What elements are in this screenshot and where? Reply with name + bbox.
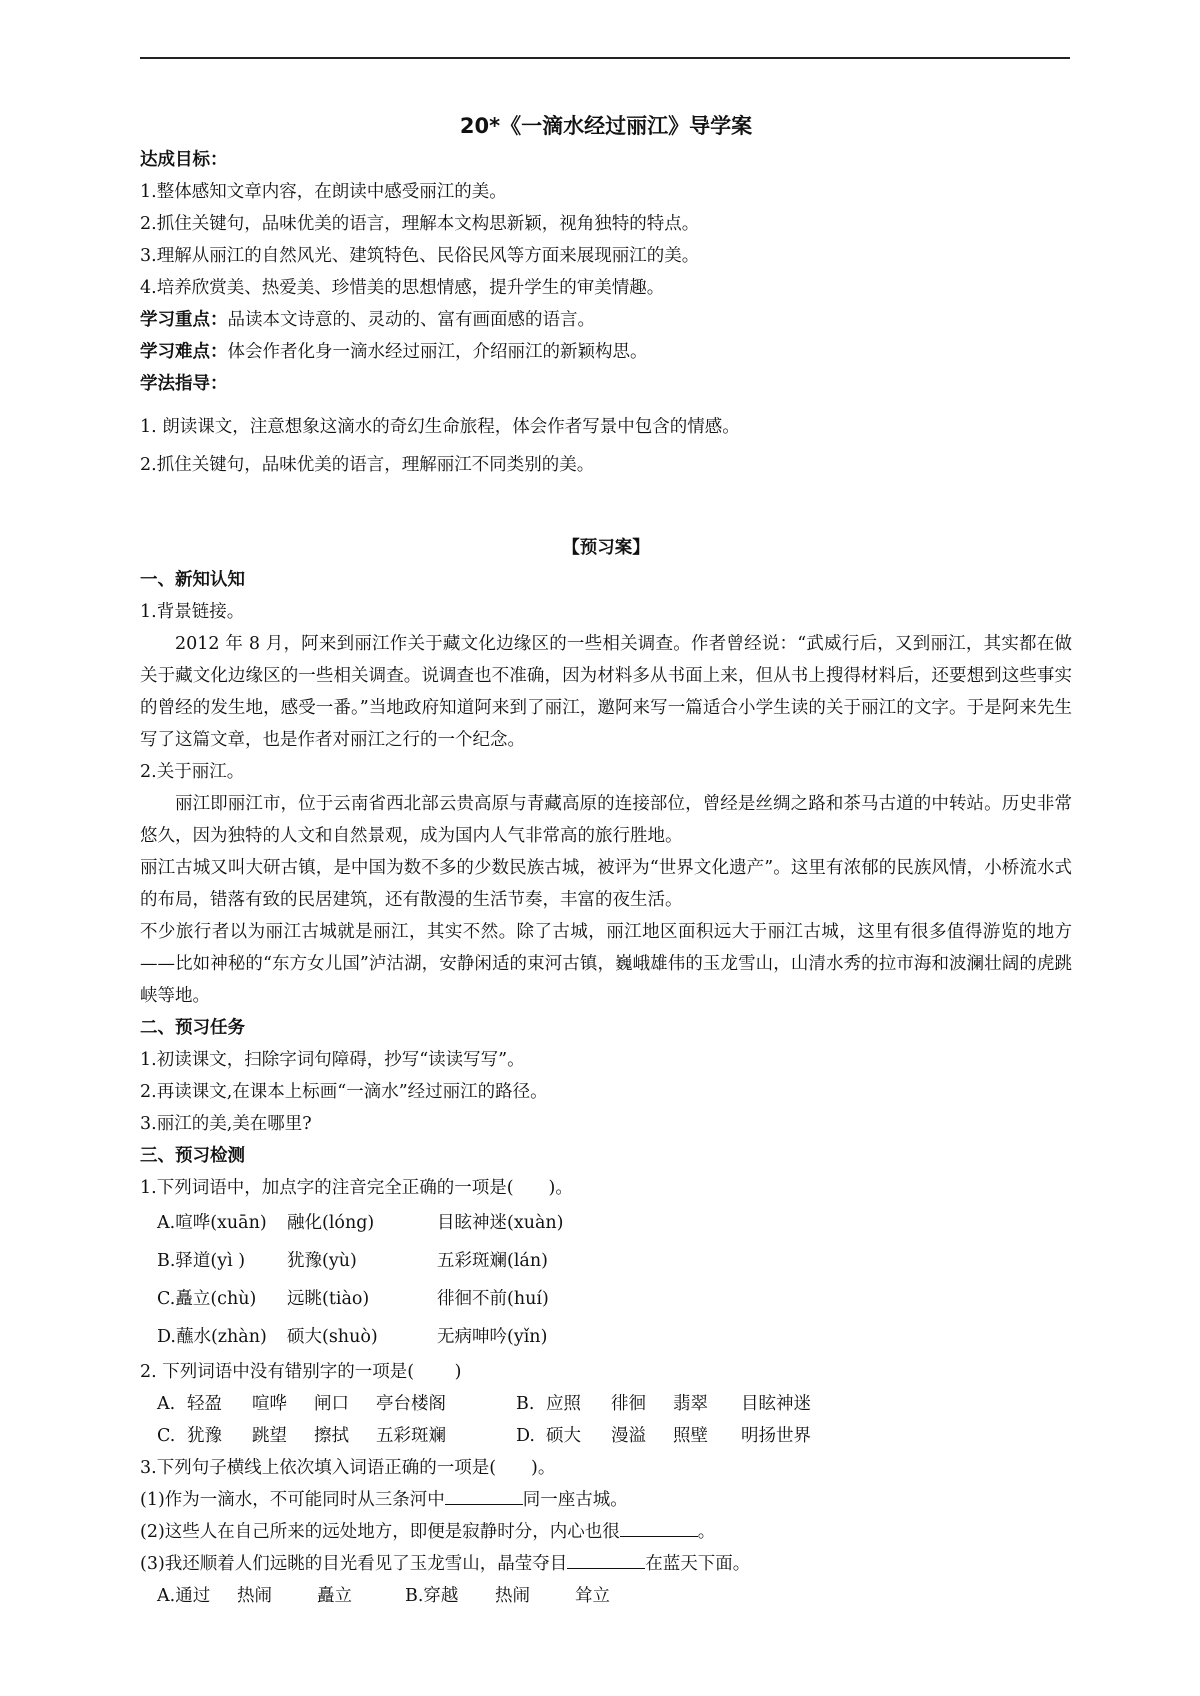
q2-letter: C. — [157, 1426, 176, 1446]
q3-text: (2)这些人在自己所来的远处地方，即便是寂静时分，内心也很 — [140, 1522, 620, 1542]
q2-letter: D. — [516, 1426, 535, 1446]
q2-word: 擦拭 — [314, 1426, 349, 1446]
goal-item: 4.培养欣赏美、热爱美、珍惜美的思想情感，提升学生的审美情趣。 — [140, 278, 665, 298]
focus-label: 学习重点： — [140, 310, 228, 330]
q2-word: 应照 — [546, 1394, 581, 1414]
difficulty-text: 体会作者化身一滴水经过丽江，介绍丽江的新颖构思。 — [227, 342, 648, 362]
difficulty-label: 学习难点： — [140, 342, 228, 362]
q3-text: (1)作为一滴水，不可能同时从三条河中 — [140, 1490, 445, 1510]
q3-answer: 耸立 — [575, 1586, 610, 1606]
goal-item: 2.抓住关键句，品味优美的语言，理解本文构思新颖，视角独特的特点。 — [140, 214, 700, 234]
q3-blank — [567, 1550, 645, 1569]
about-paragraph: 不少旅行者以为丽江古城就是丽江，其实不然。除了古城，丽江地区面积远大于丽江古城，这里有很多值得游览的地方——比如神秘的“东方女儿国”泸沽湖，安静闲适的束河古镇，巍峨雄伟的玉龙雪山，山清水秀的拉市海和波澜壮阔的虎跳峡等地。 — [140, 922, 1072, 1006]
q2-word: 翡翠 — [673, 1394, 708, 1414]
q2-row — [140, 1420, 1072, 1452]
q1-option — [140, 1204, 1072, 1242]
q1-option-part: 无病呻吟(yǐn) — [437, 1327, 548, 1347]
q1-option-part: 五彩斑斓(lán) — [437, 1251, 548, 1271]
q1-option-part: 远眺(tiào) — [287, 1289, 370, 1309]
q2-letter: B. — [516, 1394, 535, 1414]
q1-option-part: D.蘸水(zhàn) — [157, 1327, 267, 1347]
goal-item: 3.理解从丽江的自然风光、建筑特色、民俗民风等方面来展现丽江的美。 — [140, 246, 700, 266]
q3-answer: 矗立 — [317, 1586, 352, 1606]
q3-blank — [620, 1518, 698, 1537]
q2-word: 徘徊 — [611, 1394, 646, 1414]
q2-word: 目眩神迷 — [741, 1394, 811, 1414]
q1-option-part: 徘徊不前(huí) — [437, 1289, 549, 1309]
q2-word: 犹豫 — [187, 1426, 222, 1446]
focus-text: 品读本文诗意的、灵动的、富有画面感的语言。 — [227, 310, 595, 330]
background-text: 2012 年 8 月，阿来到丽江作关于藏文化边缘区的一些相关调查。作者曾经说：“武威行后，又到丽江，其实都在做关于藏文化边缘区的一些相关调查。说调查也不准确，因为材料多从书面上来，但从书上搜得材料后，还要想到这些事实的曾经的发生地，感受一番。”当地政府知道阿来到了丽江，邀阿来写一篇适合小学生读的关于丽江的文字。于是阿来先生写了这篇文章，也是作者对丽江之行的一个纪念。 — [140, 634, 1072, 750]
q3-stem: 3.下列句子横线上依次填入词语正确的一项是( )。 — [140, 1458, 556, 1478]
q2-word: 明扬世界 — [741, 1426, 811, 1446]
focus-line — [140, 304, 1072, 336]
about-title: 2.关于丽江。 — [140, 762, 245, 782]
q2-word: 跳望 — [252, 1426, 287, 1446]
q3-answer: B.穿越 — [405, 1586, 459, 1606]
q2-word: 硕大 — [546, 1426, 581, 1446]
section3-heading: 三、预习检测 — [140, 1146, 245, 1166]
task-item: 3.丽江的美,美在哪里? — [140, 1114, 312, 1134]
q3-sentence — [140, 1516, 1072, 1548]
q1-option-part: 犹豫(yù) — [287, 1251, 357, 1271]
document-page — [140, 110, 1072, 1612]
q2-stem: 2. 下列词语中没有错别字的一项是( ) — [140, 1362, 462, 1382]
q1-option-part: 目眩神迷(xuàn) — [437, 1213, 564, 1233]
q1-option-part: 硕大(shuò) — [287, 1327, 378, 1347]
method-item: 1. 朗读课文，注意想象这滴水的奇幻生命旅程，体会作者写景中包含的情感。 — [140, 417, 740, 437]
q1-option — [140, 1318, 1072, 1356]
q2-word: 照壁 — [673, 1426, 708, 1446]
q3-blank — [445, 1486, 523, 1505]
q3-answer: 热闹 — [495, 1586, 530, 1606]
goal-item: 1.整体感知文章内容，在朗读中感受丽江的美。 — [140, 182, 507, 202]
q2-word: 亭台楼阁 — [376, 1394, 446, 1414]
q2-row — [140, 1388, 1072, 1420]
goals-heading: 达成目标： — [140, 150, 228, 170]
about-paragraph: 丽江古城又叫大研古镇，是中国为数不多的少数民族古城，被评为“世界文化遗产”。这里有浓郁的民族风情，小桥流水式的布局，错落有致的民居建筑，还有散漫的生活节奏，丰富的夜生活。 — [140, 858, 1072, 910]
page-title: 20*《一滴水经过丽江》导学案 — [459, 114, 753, 138]
q2-word: 闸口 — [314, 1394, 349, 1414]
q1-option-part: 融化(lóng) — [287, 1213, 375, 1233]
q3-answer-row — [140, 1580, 1072, 1612]
difficulty-line — [140, 336, 1072, 368]
q1-option — [140, 1280, 1072, 1318]
q2-word: 喧哗 — [252, 1394, 287, 1414]
header-rule — [140, 57, 1070, 59]
q2-word: 五彩斑斓 — [376, 1426, 446, 1446]
q1-option-part: B.驿道(yì ) — [157, 1251, 246, 1271]
q2-word: 漫溢 — [611, 1426, 646, 1446]
q3-sentence — [140, 1548, 1072, 1580]
preview-title: 【预习案】 — [562, 538, 650, 558]
section1-heading: 一、新知认知 — [140, 570, 245, 590]
q1-option-part: C.矗立(chù) — [157, 1289, 257, 1309]
task-item: 2.再读课文,在课本上标画“一滴水”经过丽江的路径。 — [140, 1082, 548, 1102]
q3-text: 在蓝天下面。 — [645, 1554, 751, 1574]
method-heading: 学法指导： — [140, 374, 228, 394]
background-title: 1.背景链接。 — [140, 602, 245, 622]
q3-text: 同一座古城。 — [522, 1490, 628, 1510]
q3-text: (3)我还顺着人们远眺的目光看见了玉龙雪山，晶莹夺目 — [140, 1554, 568, 1574]
q3-text: 。 — [697, 1522, 716, 1542]
q1-stem: 1.下列词语中，加点字的注音完全正确的一项是( )。 — [140, 1178, 573, 1198]
about-paragraph: 丽江即丽江市，位于云南省西北部云贵高原与青藏高原的连接部位，曾经是丝绸之路和茶马古道的中转站。历史非常悠久，因为独特的人文和自然景观，成为国内人气非常高的旅行胜地。 — [140, 794, 1072, 846]
q1-option-part: A.喧哗(xuān) — [157, 1213, 267, 1233]
q3-sentence — [140, 1484, 1072, 1516]
q2-word: 轻盈 — [187, 1394, 222, 1414]
q1-option — [140, 1242, 1072, 1280]
task-item: 1.初读课文，扫除字词句障碍，抄写“读读写写”。 — [140, 1050, 525, 1070]
section2-heading: 二、预习任务 — [140, 1018, 245, 1038]
q3-answer: 热闹 — [237, 1586, 272, 1606]
method-item: 2.抓住关键句，品味优美的语言，理解丽江不同类别的美。 — [140, 455, 595, 475]
q2-letter: A. — [157, 1394, 176, 1414]
q3-answer: A.通过 — [157, 1586, 211, 1606]
